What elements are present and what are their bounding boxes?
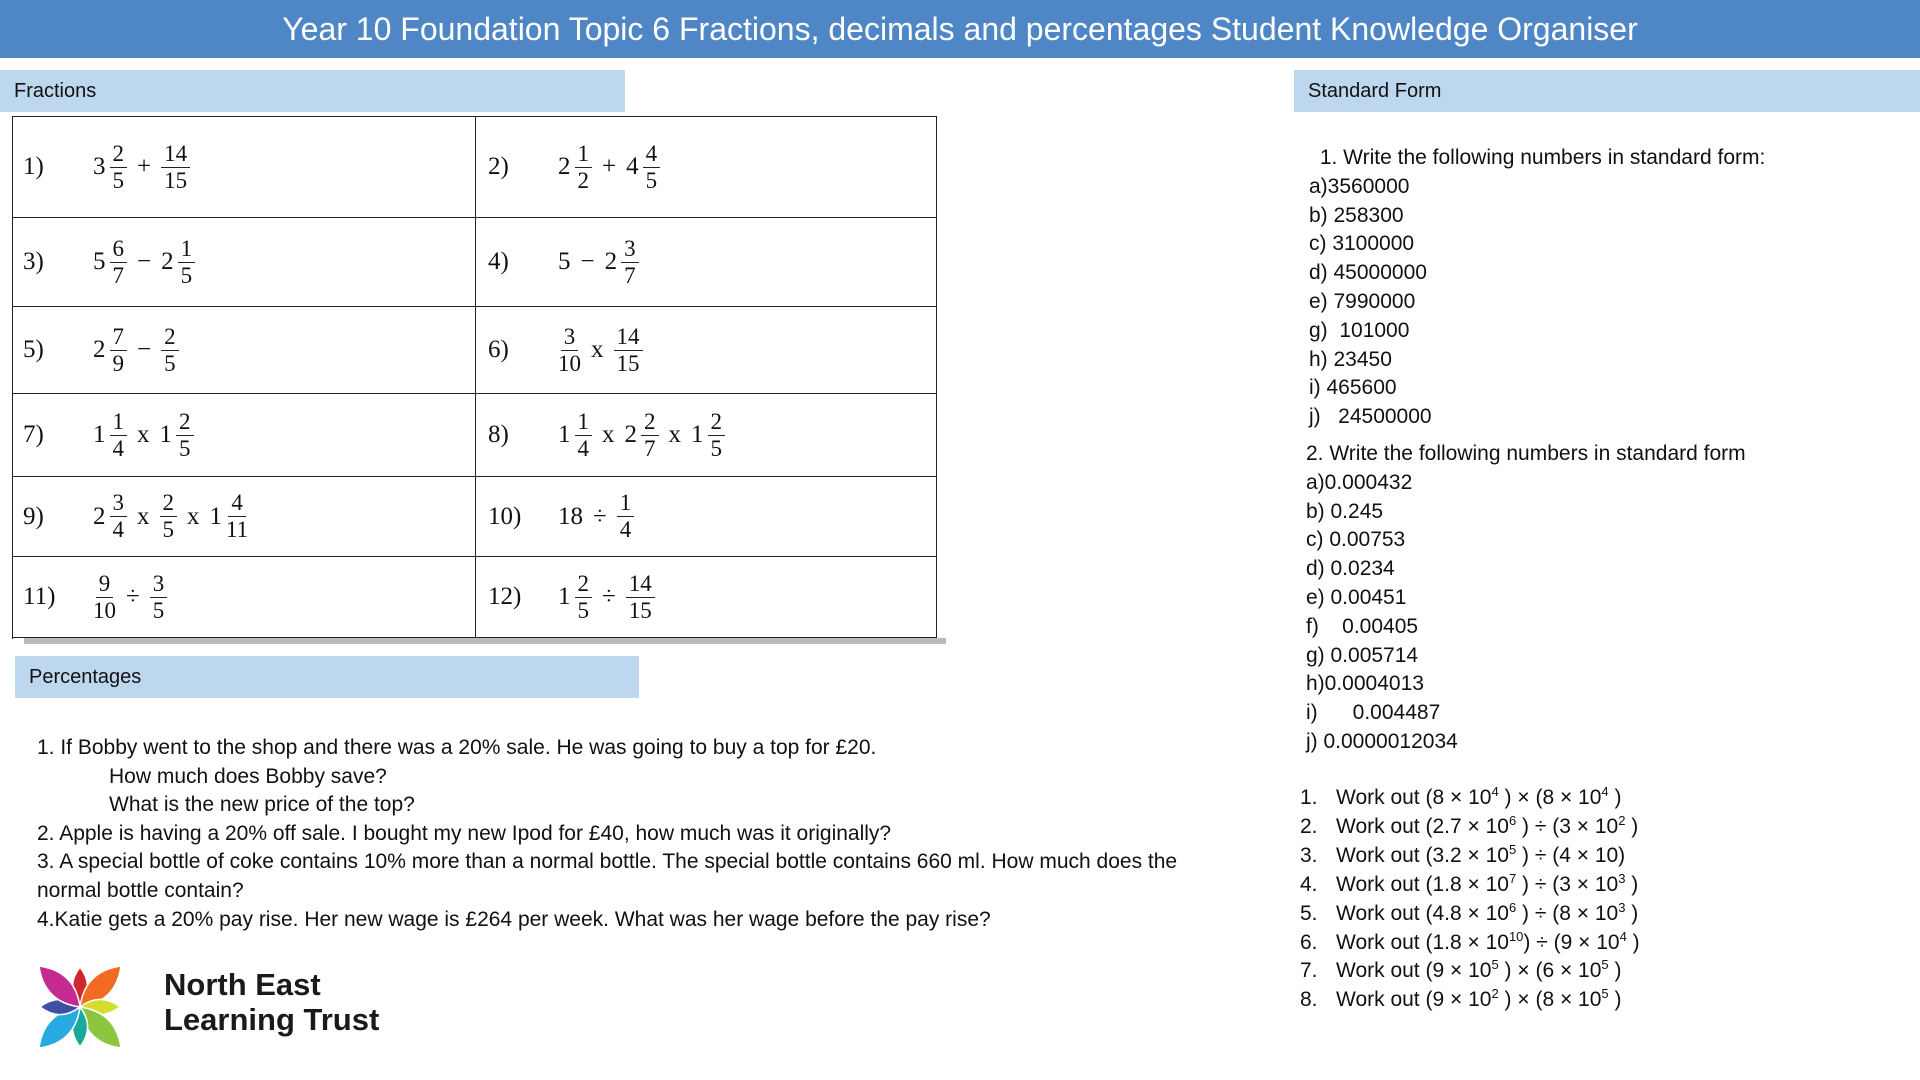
denominator: 5 (180, 262, 193, 288)
numerator: 6 (110, 236, 128, 263)
operator: x (591, 336, 604, 363)
operator: x (187, 502, 200, 530)
exponent: 5 (1601, 986, 1609, 1002)
whole-number: 2 (93, 502, 106, 530)
exponent: 6 (1508, 812, 1517, 828)
fraction-problem (488, 307, 643, 393)
expression-text: ) (1625, 901, 1639, 925)
question-item: g) 0.005714 (1306, 643, 1419, 667)
work-out-expression (1336, 957, 1621, 986)
question-item: i) 465600 (1309, 376, 1397, 400)
percentage-question-line: How much does Bobby save? (109, 764, 387, 788)
question-item: f) 0.00405 (1306, 614, 1419, 638)
denominator: 15 (616, 350, 640, 376)
numerator: 2 (641, 409, 659, 436)
problem-number: 9) (23, 502, 44, 530)
logo-line1: North East (164, 967, 321, 1002)
expression-text: Work out (1.8 × 10 (1336, 872, 1509, 896)
problem-number: 5) (23, 336, 44, 363)
exponent: 5 (1601, 957, 1609, 973)
problem-number: 3) (23, 248, 44, 275)
operator: x (137, 502, 150, 530)
logo (12, 935, 382, 1075)
operator: x (137, 421, 150, 448)
question-item: a)0.000432 (1306, 470, 1413, 494)
fraction-expression (558, 324, 643, 377)
whole-number: 1 (93, 421, 106, 448)
denominator: 15 (164, 167, 188, 193)
fraction-problem (488, 477, 634, 556)
problem-number: 1) (23, 153, 44, 180)
problem-number: 11) (23, 583, 56, 610)
mixed-number (93, 141, 127, 194)
mixed-number (626, 141, 660, 194)
fraction (161, 141, 190, 194)
question-item: c) 0.00753 (1306, 528, 1406, 552)
fraction (626, 571, 655, 624)
operator: ÷ (602, 583, 616, 610)
problem-number: 10) (488, 502, 522, 530)
operator: 18 (558, 502, 583, 530)
item-number: 6. (1300, 930, 1318, 954)
whole-number: 3 (93, 153, 106, 180)
fraction (150, 571, 168, 624)
exponent: 2 (1491, 986, 1499, 1002)
work-out-item (1300, 871, 1640, 900)
fraction (160, 490, 178, 543)
fraction-problem (488, 557, 655, 637)
mixed-number (691, 409, 725, 462)
fraction-expression (558, 490, 634, 543)
mixed-number (605, 236, 639, 289)
work-out-item (1300, 900, 1640, 929)
fraction-stack (110, 409, 128, 462)
work-out-item (1300, 929, 1640, 958)
numerator: 1 (575, 141, 593, 168)
numerator: 4 (228, 490, 246, 517)
whole-number: 2 (558, 153, 571, 180)
question-item: j) 24500000 (1309, 405, 1432, 429)
fraction-expression (558, 571, 655, 624)
fraction-expression (93, 324, 179, 377)
denominator: 4 (112, 435, 124, 461)
exponent: 5 (1491, 957, 1499, 973)
fraction-problem (488, 394, 725, 476)
mixed-number (93, 324, 127, 377)
expression-text: Work out (2.7 × 10 (1336, 814, 1509, 838)
exponent: 5 (1508, 841, 1517, 857)
numerator: 14 (161, 141, 190, 168)
problem-number: 7) (23, 421, 44, 448)
expression-text: Work out (9 × 10 (1336, 959, 1492, 983)
exponent: 4 (1601, 784, 1609, 799)
work-out-expression (1336, 986, 1621, 1015)
expression-text: ) (1608, 959, 1622, 983)
fraction-stack (558, 324, 581, 377)
question-item: h) 23450 (1309, 347, 1392, 371)
denominator: 4 (619, 517, 632, 542)
question-item: g) 101000 (1309, 318, 1410, 342)
fraction-stack (575, 571, 593, 624)
problem-number: 6) (488, 336, 509, 363)
work-out-item (1300, 842, 1640, 871)
question-heading: 1. Write the following numbers in standard form: (1314, 146, 1766, 169)
whole-number: 2 (93, 336, 106, 363)
numerator: 3 (621, 236, 639, 263)
work-out-item (1300, 784, 1640, 813)
whole-number: 1 (209, 502, 222, 530)
standard-form-heading: Standard Form (1294, 70, 1920, 112)
question-item: a)3560000 (1309, 174, 1410, 198)
column-divider (475, 117, 476, 639)
whole-number: 1 (691, 421, 704, 448)
work-out-expression (1336, 842, 1625, 871)
fraction-stack (708, 409, 726, 462)
question-item: i) 0.004487 (1306, 701, 1441, 725)
expression-text: ) × (8 × 10 (1498, 988, 1602, 1012)
problem-number: 4) (488, 248, 509, 275)
work-out-item (1300, 813, 1640, 842)
fraction-stack (643, 141, 661, 194)
denominator: 7 (624, 262, 636, 288)
mixed-number (160, 409, 194, 462)
expression-text: ) (1608, 988, 1622, 1012)
fraction-problem (23, 557, 167, 637)
fraction-stack (161, 141, 190, 194)
work-out-expression (1336, 871, 1638, 900)
fraction-expression (93, 490, 248, 543)
fraction-problem (23, 307, 179, 393)
flower-logo-icon (12, 935, 162, 1075)
fraction-expression (93, 141, 190, 194)
expression-text: ) ÷ (9 × 10 (1523, 930, 1620, 954)
numerator: 14 (626, 571, 655, 598)
numerator: 1 (575, 409, 593, 436)
numerator: 1 (178, 236, 196, 263)
fraction (614, 324, 643, 377)
denominator: 5 (577, 597, 589, 623)
mixed-number (161, 236, 195, 289)
denominator: 9 (112, 350, 124, 376)
operator: x (668, 421, 681, 448)
problem-number: 12) (488, 583, 522, 610)
item-number: 4. (1300, 872, 1318, 896)
exponent: 3 (1618, 899, 1626, 915)
work-out-list (1300, 784, 1640, 1015)
fraction-stack (575, 409, 593, 462)
percentages-questions (37, 734, 1237, 934)
numerator: 2 (110, 141, 128, 168)
fraction-stack (110, 490, 128, 543)
expression-text: Work out (1.8 × 10 (1336, 930, 1509, 954)
whole-number: 2 (624, 421, 637, 448)
mixed-number (93, 409, 127, 462)
mixed-number (210, 490, 249, 543)
denominator: 15 (628, 597, 652, 623)
fraction-stack (621, 236, 639, 289)
fraction (161, 324, 179, 377)
question-item: e) 7990000 (1309, 289, 1416, 313)
numerator: 1 (110, 409, 128, 436)
expression-text: ) ÷ (8 × 10 (1516, 901, 1619, 925)
fraction-stack (178, 236, 196, 289)
numerator: 4 (643, 141, 661, 168)
fraction-stack (176, 409, 194, 462)
work-out-expression (1336, 929, 1640, 958)
denominator: 4 (577, 435, 589, 461)
item-number: 3. (1300, 843, 1318, 867)
exponent: 4 (1619, 928, 1627, 944)
fraction-problem (488, 218, 639, 306)
question-item: d) 45000000 (1309, 261, 1427, 285)
denominator: 5 (152, 597, 165, 623)
denominator: 5 (645, 167, 658, 193)
expression-text: ) (1625, 872, 1639, 896)
numerator: 3 (110, 490, 128, 517)
fraction-stack (110, 236, 128, 289)
fraction-expression (93, 236, 195, 289)
fractions-table (12, 116, 937, 639)
numerator: 9 (96, 571, 114, 598)
work-out-item (1300, 957, 1640, 986)
fraction-expression (93, 571, 167, 624)
mixed-number (558, 409, 592, 462)
whole-number: 1 (558, 583, 571, 610)
operator: 5 (558, 248, 571, 275)
numerator: 2 (161, 324, 179, 351)
fraction-stack (161, 324, 179, 377)
item-number: 1. (1300, 786, 1318, 809)
numerator: 3 (150, 571, 168, 598)
fraction-expression (558, 409, 725, 462)
expression-text: Work out (8 × 10 (1336, 786, 1492, 809)
denominator: 5 (710, 435, 722, 461)
item-number: 2. (1300, 814, 1318, 838)
problem-number: 2) (488, 153, 509, 180)
fraction-stack (150, 571, 168, 624)
fraction-problem (23, 218, 195, 306)
mixed-number (93, 236, 127, 289)
standard-form-questions (1306, 144, 1765, 757)
numerator: 2 (176, 409, 194, 436)
denominator: 11 (226, 517, 249, 542)
item-number: 5. (1300, 901, 1318, 925)
percentages-heading: Percentages (15, 656, 639, 698)
fraction (93, 571, 116, 624)
fraction-problem (23, 477, 248, 556)
work-out-expression (1336, 784, 1621, 813)
mixed-number (558, 141, 592, 194)
expression-text: ) ÷ (3 × 10 (1516, 872, 1619, 896)
expression-text: Work out (9 × 10 (1336, 988, 1492, 1012)
denominator: 10 (93, 597, 116, 623)
exponent: 10 (1508, 928, 1524, 944)
operator: − (580, 248, 595, 275)
fraction-problem (488, 117, 660, 217)
operator: − (137, 248, 152, 275)
expression-text: ) × (6 × 10 (1498, 959, 1602, 983)
expression-text: ) (1625, 814, 1639, 838)
work-out-item (1300, 986, 1640, 1015)
whole-number: 5 (93, 248, 106, 275)
fraction (617, 490, 635, 543)
logo-line2: Learning Trust (164, 1002, 380, 1037)
denominator: 5 (179, 435, 191, 461)
fraction-stack (614, 324, 643, 377)
exponent: 6 (1508, 899, 1517, 915)
question-item: b) 0.245 (1306, 499, 1384, 523)
operator: + (602, 153, 617, 180)
fraction-problem (23, 394, 194, 476)
percentage-question-line: 4.Katie gets a 20% pay rise. Her new wage is £264 per week. What was her wage before the pay rise? (37, 907, 991, 931)
expression-text: ) × (8 × 10 (1498, 786, 1602, 809)
operator: x (602, 421, 615, 448)
numerator: 3 (561, 324, 579, 351)
denominator: 5 (162, 517, 174, 542)
expression-text: ) ÷ (3 × 10 (1516, 814, 1619, 838)
numerator: 7 (110, 324, 128, 351)
fraction-stack (110, 141, 128, 194)
fraction-stack (626, 571, 655, 624)
question-item: h)0.0004013 (1306, 672, 1424, 696)
question-item: c) 3100000 (1309, 232, 1415, 256)
percentage-question-line: 2. Apple is having a 20% off sale. I bought my new Ipod for £40, how much was it originally? (37, 821, 892, 845)
denominator: 5 (164, 350, 176, 376)
percentage-question-line: 3. A special bottle of coke contains 10% more than a normal bottle. The special bottle contains 660 ml. How much does the (37, 850, 1178, 874)
denominator: 10 (558, 350, 581, 376)
item-number: 8. (1300, 988, 1318, 1012)
expression-text: ) (1626, 930, 1640, 954)
fraction-expression (558, 141, 660, 194)
numerator: 2 (160, 490, 178, 517)
denominator: 2 (577, 167, 589, 193)
denominator: 5 (112, 167, 124, 193)
operator: ÷ (126, 583, 140, 610)
fraction-stack (617, 490, 635, 543)
percentage-question-line: 1. If Bobby went to the shop and there was a 20% sale. He was going to buy a top for £20. (37, 736, 877, 759)
problem-number: 8) (488, 421, 509, 448)
expression-text: ) ÷ (4 × 10) (1516, 843, 1626, 867)
mixed-number (625, 409, 659, 462)
percentage-question-line: What is the new price of the top? (109, 793, 415, 817)
fraction-stack (226, 490, 248, 543)
operator: + (137, 153, 152, 180)
denominator: 7 (644, 435, 656, 461)
table-scrollbar (24, 638, 946, 644)
fraction-stack (641, 409, 659, 462)
fraction-stack (575, 141, 593, 194)
fraction-stack (110, 324, 128, 377)
fraction-expression (93, 409, 194, 462)
whole-number: 1 (558, 421, 571, 448)
item-number: 7. (1300, 959, 1318, 983)
work-out-expression (1336, 900, 1638, 929)
expression-text: Work out (3.2 × 10 (1336, 843, 1509, 867)
numerator: 2 (708, 409, 726, 436)
mixed-number (93, 490, 127, 543)
denominator: 7 (112, 262, 124, 288)
question-item: b) 258300 (1309, 203, 1404, 227)
work-out-expression (1336, 813, 1638, 842)
percentage-question-line: normal bottle contain? (37, 878, 244, 902)
operator: ÷ (593, 502, 607, 530)
exponent: 3 (1618, 870, 1626, 886)
mixed-number (558, 571, 592, 624)
fraction-expression (558, 236, 639, 289)
numerator: 1 (617, 490, 635, 517)
fraction (558, 324, 581, 377)
question-item: e) 0.00451 (1306, 585, 1407, 609)
expression-text: ) (1608, 786, 1622, 809)
question-item: d) 0.0234 (1306, 557, 1395, 581)
exponent: 4 (1491, 784, 1499, 799)
exponent: 2 (1618, 812, 1626, 828)
fraction-problem (23, 117, 190, 217)
whole-number: 4 (626, 153, 639, 180)
operator: − (137, 336, 152, 363)
fractions-heading: Fractions (0, 70, 625, 112)
expression-text: Work out (4.8 × 10 (1336, 901, 1509, 925)
question-heading: 2. Write the following numbers in standard form (1306, 441, 1746, 465)
whole-number: 2 (604, 248, 618, 275)
question-item: j) 0.0000012034 (1306, 729, 1458, 753)
denominator: 4 (112, 517, 124, 542)
page-title: Year 10 Foundation Topic 6 Fractions, decimals and percentages Student Knowledge Organiser (0, 0, 1920, 58)
numerator: 2 (575, 571, 593, 598)
exponent: 7 (1508, 870, 1517, 886)
whole-number: 2 (161, 248, 174, 275)
numerator: 14 (614, 324, 643, 351)
whole-number: 1 (159, 421, 172, 448)
fraction-stack (160, 490, 178, 543)
fraction-stack (93, 571, 116, 624)
